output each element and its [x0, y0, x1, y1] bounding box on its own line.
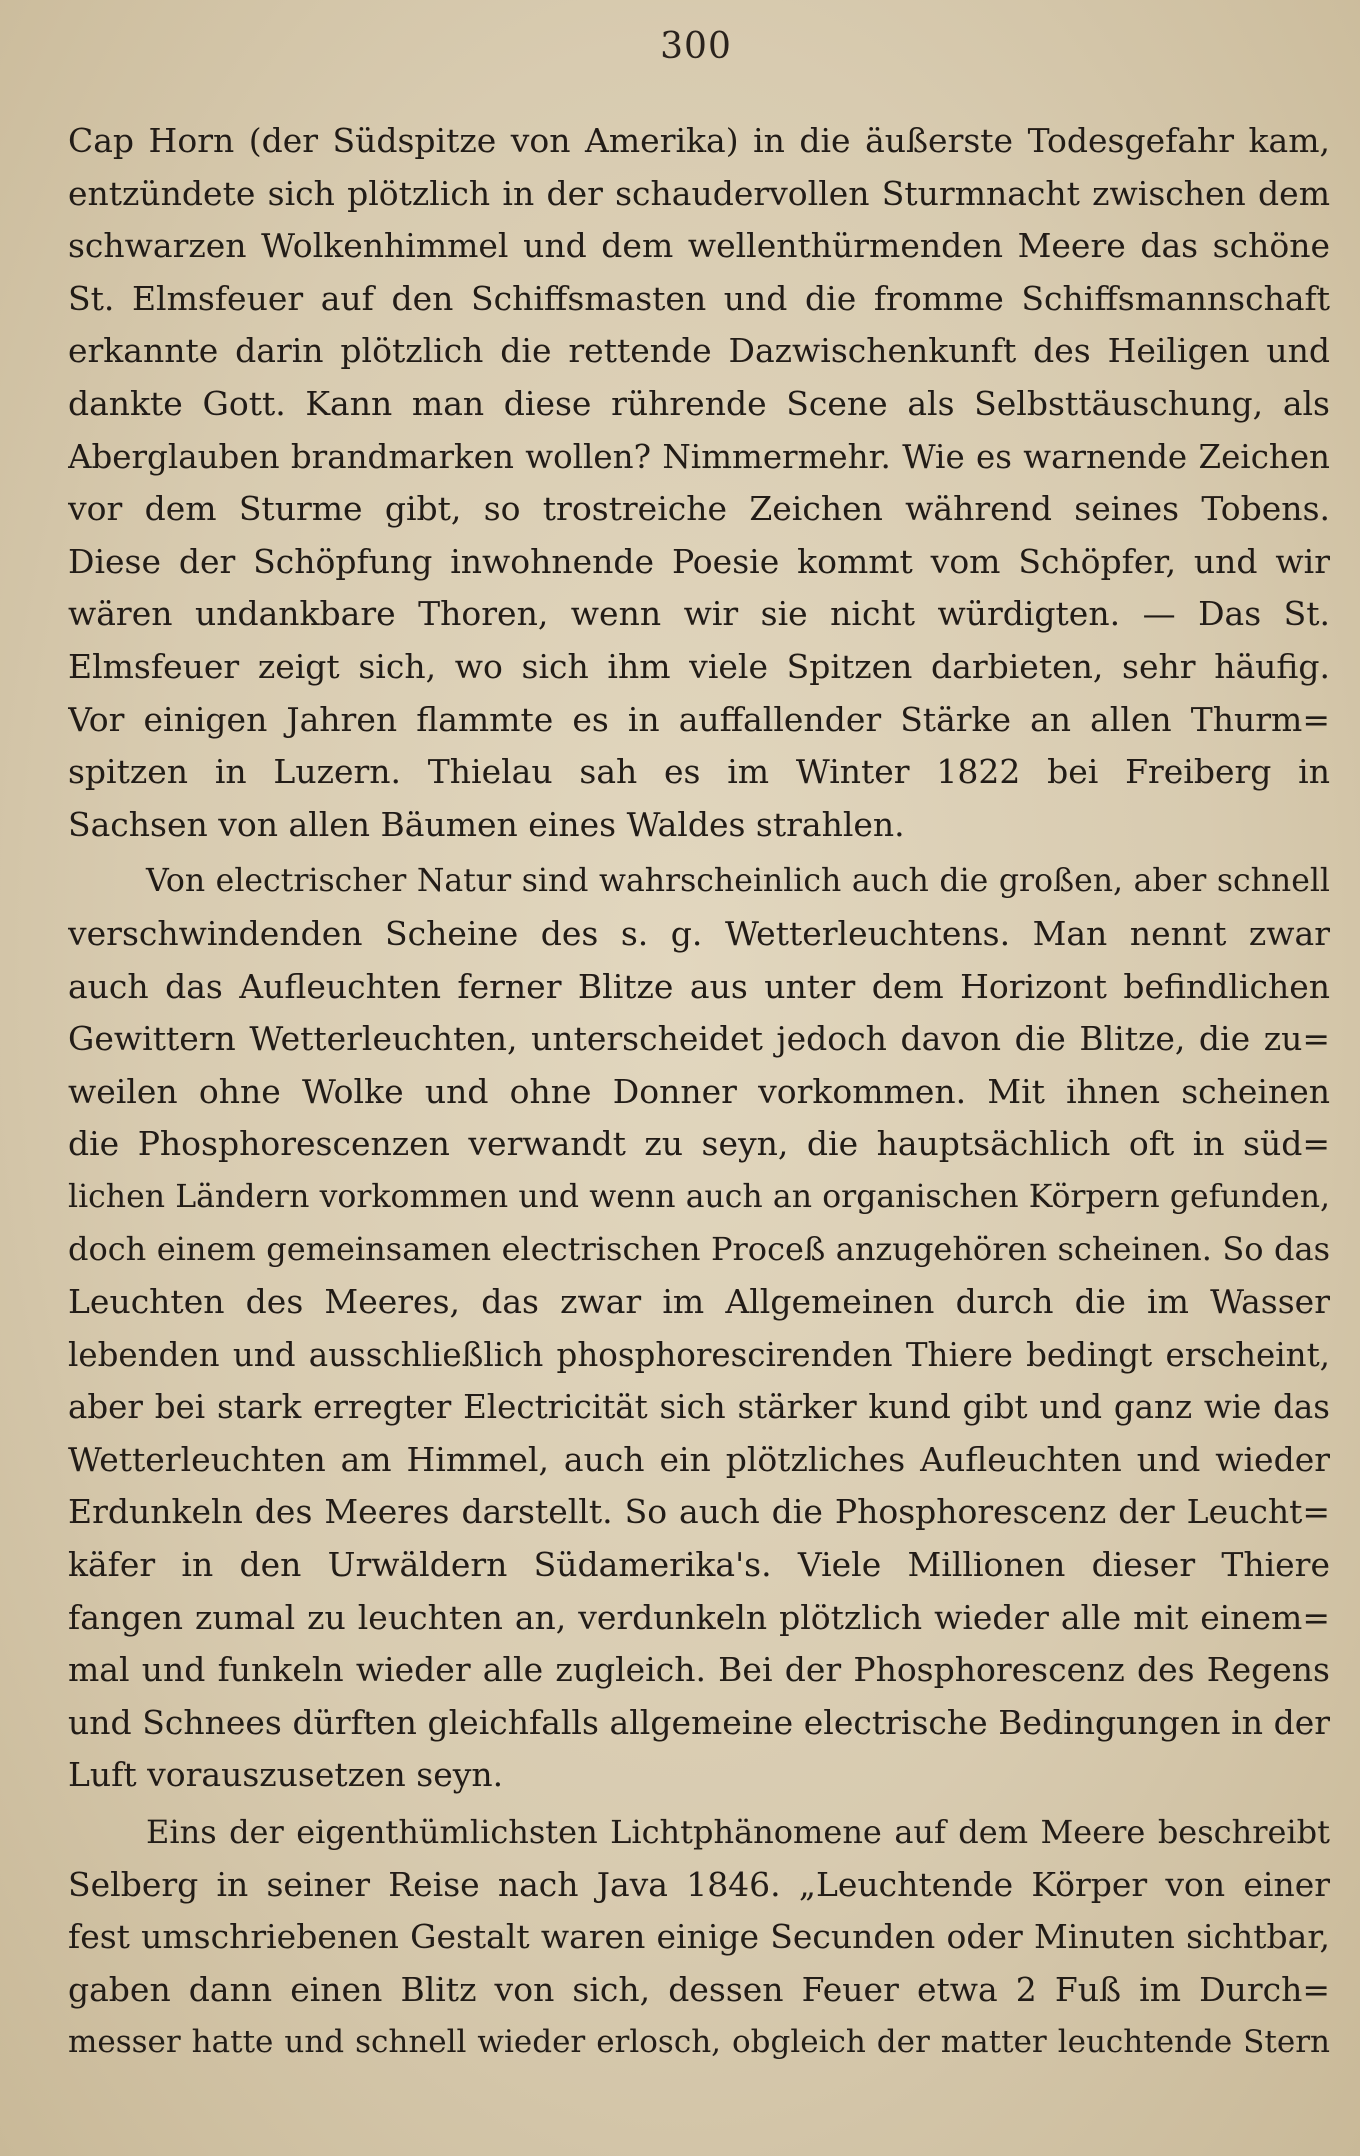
text-line: fest umschriebenen Gestalt waren einige Secunden oder Minuten sichtbar, — [68, 1917, 1330, 1957]
text-line: Vor einigen Jahren flammte es in auffallender Stärke an allen Thurm= — [68, 699, 1330, 739]
paragraph-end-line: Luft vorauszusetzen seyn. — [68, 1755, 504, 1795]
text-line: messer hatte und schnell wieder erlosch, obgleich der matter leuchtende Stern — [68, 2024, 1330, 2061]
text-line: dankte Gott. Kann man diese rührende Scene als Selbsttäuschung, als — [68, 383, 1330, 423]
text-line: lichen Ländern vorkommen und wenn auch an organischen Körpern gefunden, — [68, 1178, 1330, 1215]
text-line: schwarzen Wolkenhimmel und dem wellenthürmenden Meere das schöne — [68, 226, 1330, 266]
paragraph-start-line: Eins der eigenthümlichsten Lichtphänomene auf dem Meere beschreibt — [146, 1813, 1330, 1851]
text-line: entzündete sich plötzlich in der schaudervollen Sturmnacht zwischen dem — [68, 173, 1330, 213]
text-line: Aberglauben brandmarken wollen? Nimmermehr. Wie es warnende Zeichen — [68, 437, 1330, 476]
body-text — [68, 115, 1330, 2069]
text-line: Diese der Schöpfung inwohnende Poesie kommt vom Schöpfer, und wir — [68, 541, 1330, 581]
text-line: vor dem Sturme gibt, so trostreiche Zeichen während seines Tobens. — [68, 489, 1330, 529]
paragraph-start-line: Von electrischer Natur sind wahrscheinlich auch die großen, aber schnell — [146, 863, 1330, 900]
text-line: gaben dann einen Blitz von sich, dessen Feuer etwa 2 Fuß im Durch= — [68, 1969, 1330, 2009]
text-line: erkannte darin plötzlich die rettende Dazwischenkunft des Heiligen und — [68, 331, 1330, 371]
text-line: Wetterleuchten am Himmel, auch ein plötzliches Aufleuchten und wieder — [68, 1439, 1330, 1479]
text-line: spitzen in Luzern. Thielau sah es im Winter 1822 bei Freiberg in — [68, 752, 1330, 792]
text-line: weilen ohne Wolke und ohne Donner vorkommen. Mit ihnen scheinen — [68, 1071, 1330, 1111]
page-number: 300 — [660, 26, 732, 67]
text-line: doch einem gemeinsamen electrischen Proceß anzugehören scheinen. So das — [68, 1230, 1330, 1269]
text-line: Leuchten des Meeres, das zwar im Allgemeinen durch die im Wasser — [68, 1282, 1330, 1322]
text-line: St. Elmsfeuer auf den Schiffsmasten und die fromme Schiffsmannschaft — [68, 278, 1330, 318]
text-line: Selberg in seiner Reise nach Java 1846. „Leuchtende Körper von einer — [68, 1864, 1330, 1904]
text-line: fangen zumal zu leuchten an, verdunkeln plötzlich wieder alle mit einem= — [68, 1597, 1330, 1637]
text-line: Cap Horn (der Südspitze von Amerika) in die äußerste Todesgefahr kam, — [68, 121, 1330, 160]
text-line: Erdunkeln des Meeres darstellt. So auch die Phosphorescenz der Leucht= — [68, 1492, 1330, 1532]
text-line: auch das Aufleuchten ferner Blitze aus unter dem Horizont befindlichen — [68, 966, 1330, 1006]
paragraph-end-line: Sachsen von allen Bäumen eines Waldes strahlen. — [68, 804, 905, 844]
text-line: und Schnees dürften gleichfalls allgemeine electrische Bedingungen in der — [68, 1702, 1330, 1742]
text-line: mal und funkeln wieder alle zugleich. Bei der Phosphorescenz des Regens — [68, 1650, 1330, 1690]
text-line: verschwindenden Scheine des s. g. Wetterleuchtens. Man nennt zwar — [68, 913, 1330, 953]
text-line: lebenden und ausschließlich phosphorescirenden Thiere bedingt erscheint, — [68, 1335, 1330, 1374]
text-line: käfer in den Urwäldern Südamerika's. Viele Millionen dieser Thiere — [68, 1545, 1330, 1585]
text-line: Gewittern Wetterleuchten, unterscheidet jedoch davon die Blitze, die zu= — [68, 1019, 1330, 1059]
text-line: die Phosphorescenzen verwandt zu seyn, die hauptsächlich oft in süd= — [68, 1124, 1330, 1164]
text-line: wären undankbare Thoren, wenn wir sie nicht würdigten. — Das St. — [68, 594, 1330, 634]
text-line: Elmsfeuer zeigt sich, wo sich ihm viele Spitzen darbieten, sehr häufig. — [68, 646, 1330, 686]
text-line: aber bei stark erregter Electricität sich stärker kund gibt und ganz wie das — [68, 1388, 1330, 1427]
